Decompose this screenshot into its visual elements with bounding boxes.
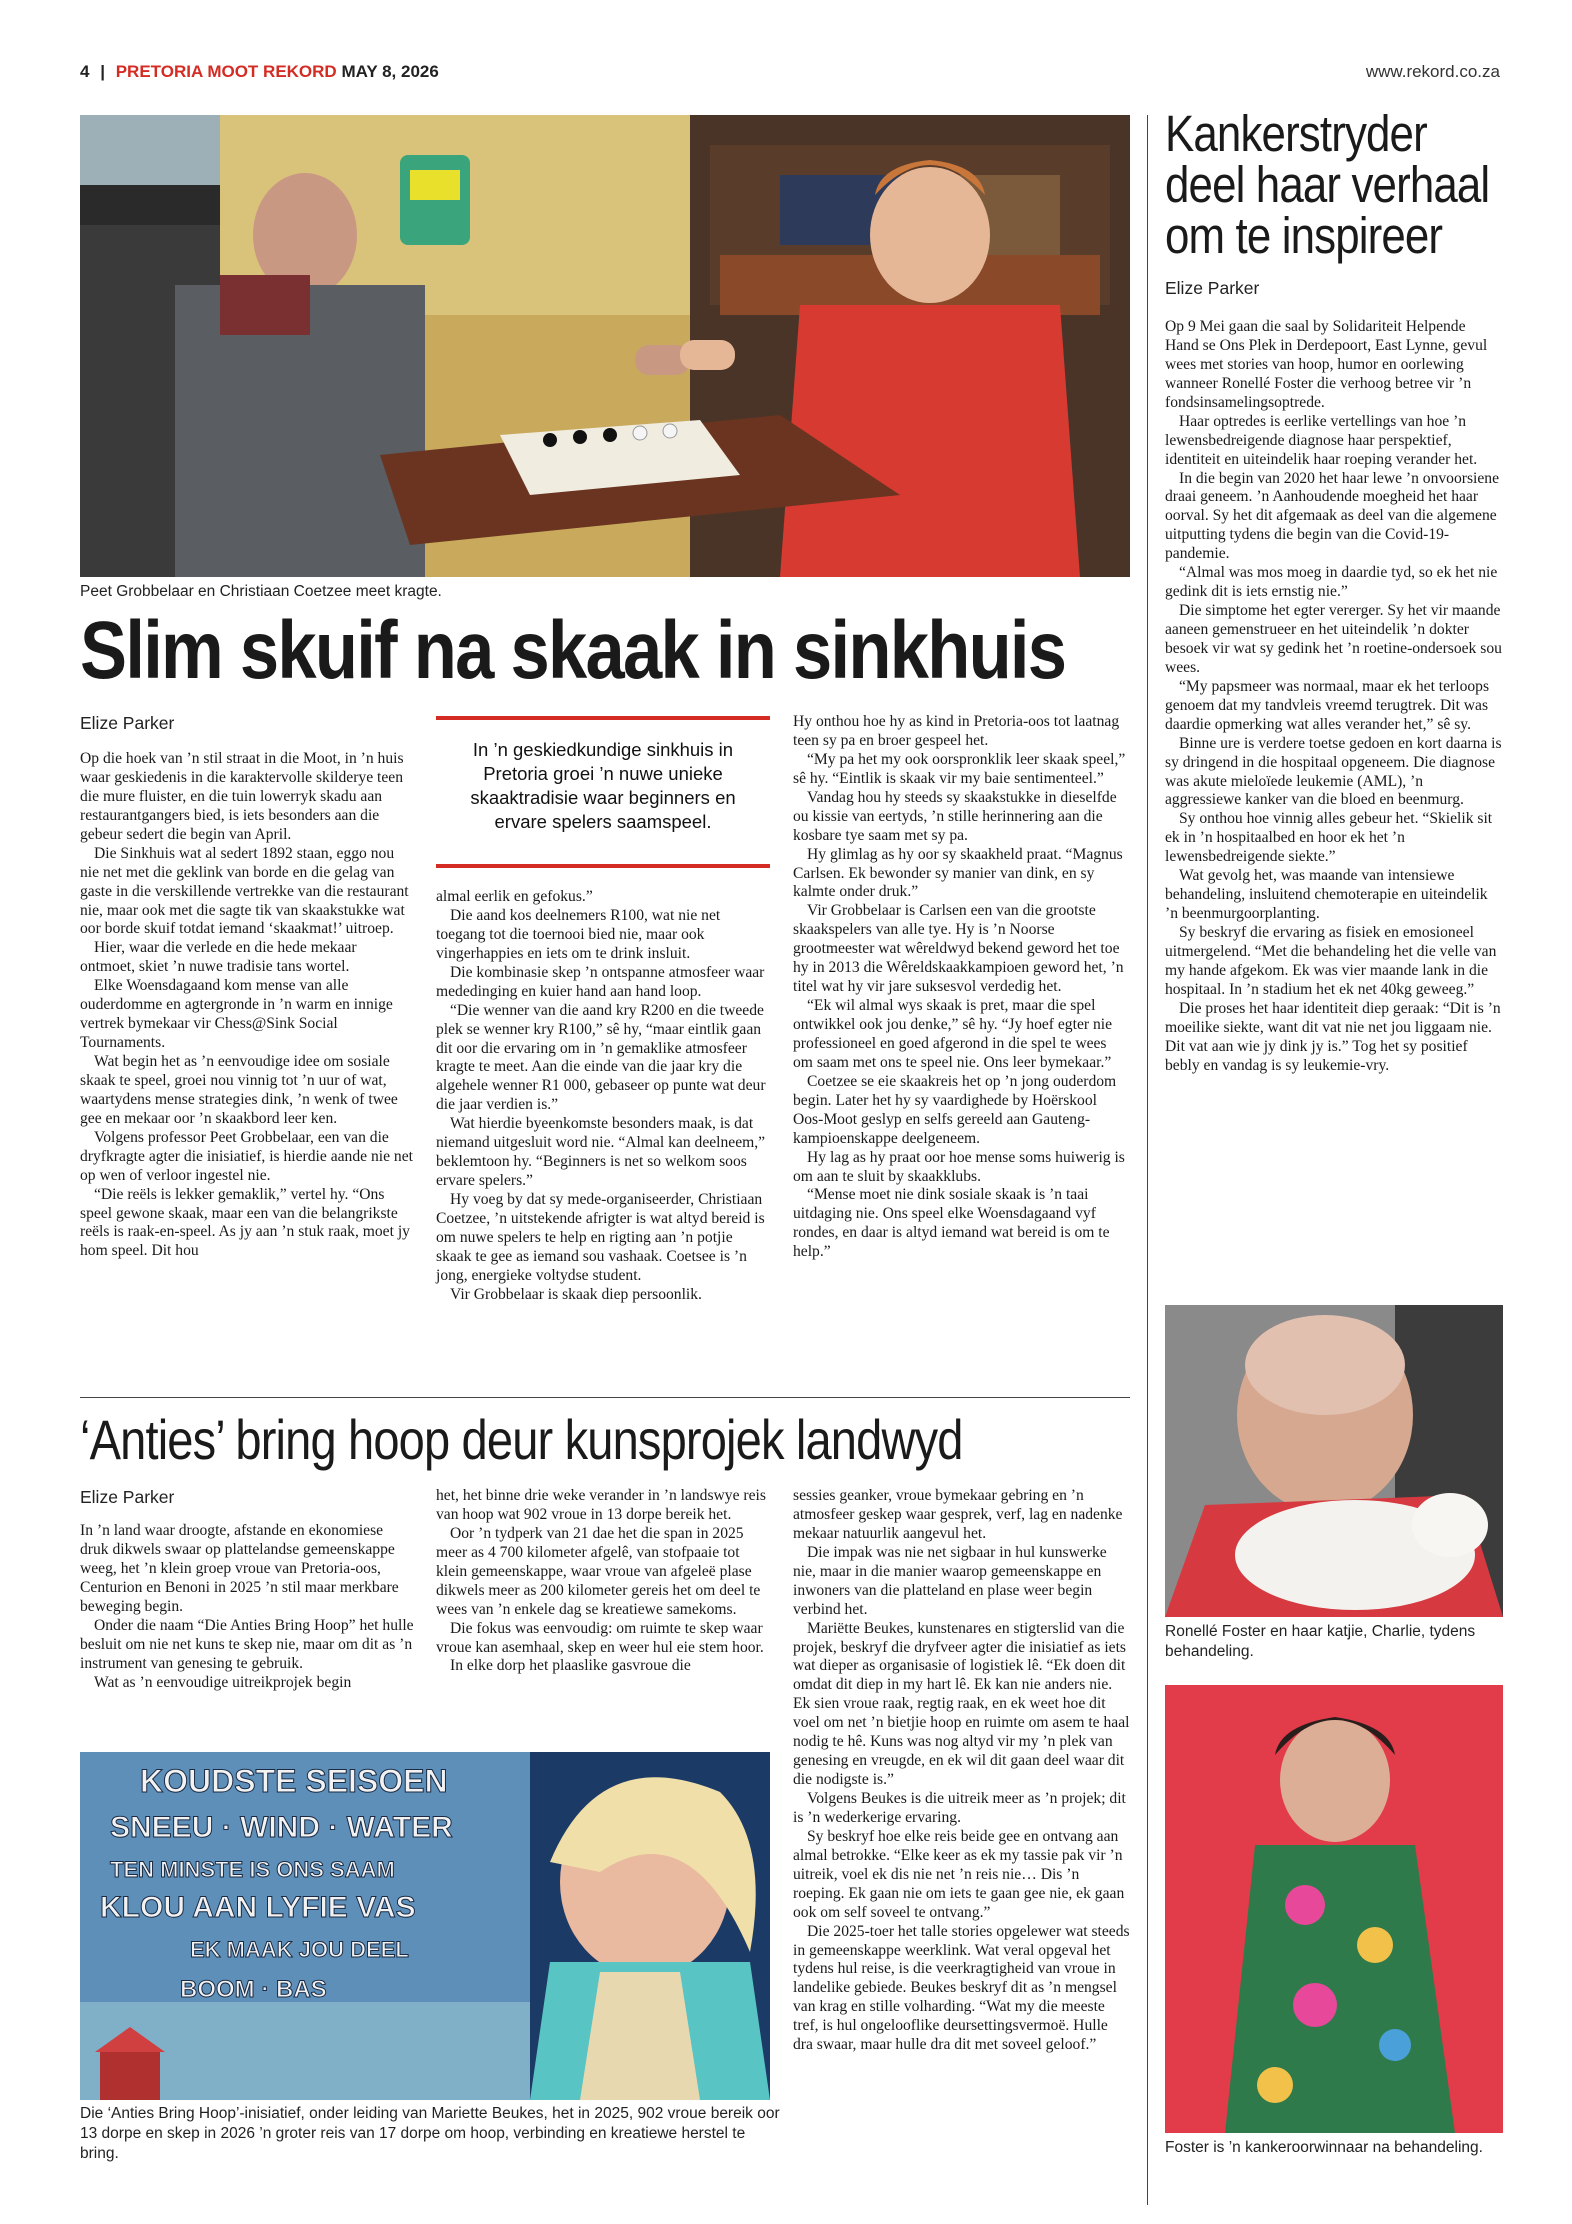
anties-photo-image <box>80 1752 770 2100</box>
kanker-byline: Elize Parker <box>1165 278 1260 298</box>
artwork-line-5: EK MAAK JOU DEEL <box>190 1937 409 1962</box>
paragraph: Wat as ’n eenvoudige uitreikprojek begin <box>94 1673 352 1691</box>
anties-column-1 <box>80 1522 414 1692</box>
paragraph: Op die hoek van ’n stil straat in die Moot, in ’n huis waar geskiedenis in die karaktervolle skilderye teen die mure fluister, en die tuin lowerryk skadu aan restaurantgangers bied, is iets besonders aan die gebeur sedert die begin van April. <box>80 750 404 843</box>
paragraph: Onder die naam “Die Anties Bring Hoop” het hulle besluit om nie net kuns te skep nie, maar om dit as ’n instrument van genesing te gebruik. <box>80 1616 414 1672</box>
paragraph: In die begin van 2020 het haar lewe ’n onvoorsiene draai geneem. ’n Aanhoudende moegheid het haar oorval. Sy het dit afgemaak as deel van die algemene uitputting tydens die begin van die Covid-19-pandemie. <box>1165 469 1499 563</box>
paragraph: Binne ure is verdere toetse gedoen en kort daarna is sy dringend in die hospitaal opgeneem. Die diagnose was akute mieloïede leukemie (AML), ’n aggressiewe kanker van die bloed en beenmurg. <box>1165 734 1502 809</box>
foster-cat-caption: Ronellé Foster en haar katjie, Charlie, tydens behandeling. <box>1165 1623 1476 1661</box>
paragraph: het, het binne drie weke verander in ’n landswye reis van hoop wat 902 vroue in 13 dorpe bereik het. <box>436 1487 766 1523</box>
foster-portrait-caption: Foster is ’n kankeroorwinnaar na behandeling. <box>1165 2139 1483 2156</box>
paragraph: Wat hierdie byeenkomste besonders maak, is dat niemand uitgesluit word nie. “Almal kan deelneem,” beklemtoon hy. “Beginners is net so welkom soos ervare spelers.” <box>436 1115 766 1190</box>
issue-date: MAY 8, 2026 <box>341 62 439 81</box>
paragraph: Elke Woensdagaand kom mense van alle ouderdomme en agtergronde in ’n warm en innige vertrek bymekaar vir Chess@Sink Social Tournaments. <box>80 977 393 1052</box>
publication-name: PRETORIA MOOT REKORD <box>115 62 337 81</box>
chess-photo-caption: Peet Grobbelaar en Christiaan Coetzee meet kragte. <box>80 583 442 600</box>
paragraph: Op 9 Mei gaan die saal by Solidariteit Helpende Hand se Ons Plek in Derdepoort, East Lynne, gevul wees met stories van hoop, humor en oorlewing wanneer Ronellé Foster die verhoog betree vir ’n fondsinsamelingsoptrede. <box>1165 318 1488 411</box>
kanker-column <box>1165 318 1503 1076</box>
paragraph: In ’n land waar droogte, afstande en ekonomiese druk dikwels swaar op plattelandse gemeenskappe weeg, het ’n klein groep vroue van Pretoria-oos, Centurion en Benoni in 2025 ’n stil maar merkbare beweging begin. <box>80 1522 399 1615</box>
paragraph: “Mense moet nie dink sosiale skaak is ’n taai uitdaging nie. Ons speel elke Woensdagaand vyf rondes, en daar is altyd iemand wat bereid is om te help.” <box>793 1186 1110 1261</box>
paragraph: Die impak was nie net sigbaar in hul kunswerke nie, maar in die manier waarop gemeenskappe en inwoners van die platteland en plase weer begin verbind het. <box>793 1543 1107 1618</box>
foster-cat-photo-image <box>1165 1305 1503 1617</box>
paragraph: Oor ’n tydperk van 21 dae het die span in 2025 meer as 4 700 kilometer afgelê, van stofpaaie tot klein gemeenskappe, waar vroue van afgeleë plase dikwels meer as 200 kilometer gereis het om deel te wees van ’n enkele dag se kreatiewe samekoms. <box>436 1524 761 1618</box>
chess-pull-quote: In ’n geskiedkundige sinkhuis in Pretoria groei ’n nuwe unieke skaaktradisie waar beginners en ervare spelers saamspeel. <box>470 739 736 833</box>
anties-headline: ‘Anties’ bring hoop deur kunsprojek landwyd <box>80 1408 963 1471</box>
column-divider <box>1147 115 1148 2205</box>
pull-quote-bottom-rule <box>436 864 770 868</box>
anties-byline: Elize Parker <box>80 1487 175 1507</box>
chess-column-3 <box>793 713 1130 1262</box>
kanker-headline: Kankerstryder deel haar verhaal om te inspireer <box>1165 105 1490 264</box>
paragraph: Die simptome het egter vererger. Sy het vir maande aaneen gemenstrueer en het uiteindelik ’n dokter besoek vir wat sy gedink het ’n roetine-ondersoek sou wees. <box>1165 602 1502 676</box>
chess-column-1 <box>80 750 414 1261</box>
paragraph: Sy onthou hoe vinnig alles gebeur het. “Skielik sit ek in ’n hospitaalbed en hoor ek het ’n lewensbedreigende siekte.” <box>1165 810 1493 866</box>
paragraph: Haar optredes is eerlike vertellings van hoe ’n lewensbedreigende diagnose haar perspektief, identiteit en uiteindelik haar roeping verander het. <box>1165 412 1478 468</box>
foster-portrait-photo <box>1165 1685 1503 2133</box>
chess-byline: Elize Parker <box>80 713 175 733</box>
paragraph: In elke dorp het plaaslike gasvroue die <box>450 1657 691 1675</box>
chess-photo <box>80 115 1130 577</box>
paragraph: “Almal was mos moeg in daardie tyd, so ek het nie gedink dit is iets ernstig nie.” <box>1165 564 1498 601</box>
paragraph: Hy voeg by dat sy mede-organiseerder, Christiaan Coetzee, ’n uitstekende afrigter is wat altyd bereid is om nuwe spelers te help en rigting aan ’n potjie skaak te gee as iemand sou vashaak. Coetsee is ’n jong, energieke voltydse student. <box>436 1191 765 1284</box>
artwork-line-3: TEN MINSTE IS ONS SAAM <box>110 1857 395 1882</box>
artwork-line-4: KLOU AAN LYFIE VAS <box>100 1891 416 1924</box>
paragraph: “Ek wil almal wys skaak is pret, maar die spel ontwikkel ook jou denke,” sê hy. “Jy hoef egter nie professioneel en goed afgerond in die spel te wees om saam met ons te speel nie. Ons leer bymekaar.” <box>793 997 1113 1071</box>
paragraph: Volgens professor Peet Grobbelaar, een van die dryfkragte agter die inisiatief, is hierdie aande nie net op wen of verloor ingestel nie. <box>80 1128 413 1184</box>
paragraph: “Die wenner van die aand kry R200 en die tweede plek se wenner kry R100,” sê hy, “maar eintlik gaan dit oor die ervaring om in ’n gemaklike atmosfeer kragte te meet. Aan die einde van die jaar kry die algehele wenner R1 000, gebaseer op punte wat deur die jaar verdien is.” <box>436 1001 766 1114</box>
foster-cat-photo <box>1165 1305 1503 1617</box>
paragraph: Die proses het haar identiteit diep geraak: “Dit is ’n moeilike siekte, want dit vat nie net jou liggaam nie. Dit vat aan wie jy dink jy is.” Tog het sy positief bebly en vandag is sy leukemie-vry. <box>1165 999 1501 1074</box>
paragraph: Wat gevolg het, was maande van intensiewe behandeling, insluitend chemoterapie en uiteindelik ’n beenmurgoorplanting. <box>1165 867 1488 923</box>
artwork-line-2: SNEEU · WIND · WATER <box>110 1811 453 1844</box>
artwork-line-6: BOOM · BAS <box>180 1976 327 2003</box>
paragraph: “My papsmeer was normaal, maar ek het terloops genoem dat my tandvleis vreemd terugtrek. Dit was daardie opmerking wat alles verander het,” sê sy. <box>1165 677 1490 733</box>
paragraph: Wat begin het as ’n eenvoudige idee om sosiale skaak te speel, groei nou vinnig tot ’n uur of wat, waartydens mense strategies dink, ’n wenk of twee gee en mekaar oor ’n skaakbord leer ken. <box>80 1053 398 1127</box>
chess-column-2 <box>436 888 770 1305</box>
paragraph: Hy lag as hy praat oor hoe mense soms huiwerig is om aan te sluit by skaakklubs. <box>793 1148 1125 1185</box>
paragraph: Die aand kos deelnemers R100, wat nie net toegang tot die toernooi bied nie, maar ook vingerhappies en iets om te drink insluit. <box>436 906 721 962</box>
page-header <box>80 62 439 82</box>
paragraph: Die 2025-toer het talle stories opgelewer wat steeds in gemeenskappe weerklink. Wat veral opgeval het tydens hul reise, is die veerkragtigheid van vroue in landelike gebiede. Beukes beskryf dit as ’n mengsel van krag en stille volharding. “Wat my die meeste tref, is hul ongelooflike deursettingsvermoë. Hulle dra swaar, maar hulle dra dit met soveel geloof.” <box>793 1922 1130 2054</box>
chess-headline: Slim skuif na skaak in sinkhuis <box>80 605 1066 696</box>
paragraph: “Die reëls is lekker gemaklik,” vertel hy. “Ons speel gewone skaak, maar een van die belangrikste reëls is raak-en-speel. As jy aan ’n stuk raak, moet jy hom speel. Dit hou <box>80 1185 410 1260</box>
paragraph: Vir Grobbelaar is skaak diep persoonlik. <box>450 1285 702 1303</box>
paragraph: Die Sinkhuis wat al sedert 1892 staan, eggo nou nie net met die geklink van borde en die gelag van gaste in die verskillende vertrekke van die restaurant nie, maar ook met die sagte tik van skaakstukke wat oor borde skuif totdat iemand ‘skaakmat!’ uitroep. <box>80 844 409 938</box>
foster-portrait-photo-image <box>1165 1685 1503 2133</box>
paragraph: Hy onthou hoe hy as kind in Pretoria-oos tot laatnag teen sy pa en broer gespeel het. <box>793 713 1120 749</box>
pull-quote-top-rule <box>436 716 770 720</box>
paragraph: Die kombinasie skep ’n ontspanne atmosfeer waar mededinging en kuier hand aan hand loop. <box>436 963 765 1000</box>
anties-photo-caption: Die ‘Anties Bring Hoop’-inisiatief, onder leiding van Mariette Beukes, het in 2025, 902 vroue bereik oor 13 dorpe en skep in 2026 ’n groter reis van 17 dorpe om hoop, verbinding en kreatiewe herstel te bring. <box>80 2105 780 2163</box>
paragraph: Vir Grobbelaar is Carlsen een van die grootste skaakspelers van alle tye. Hy is ’n Noorse grootmeester wat wêreldwyd bekend geword het toe hy in 2013 die Wêreldskaakkampioen geword het, ’n titel wat hy vir jare suksesvol verdedig het. <box>793 902 1124 996</box>
website-link[interactable]: www.rekord.co.za <box>1365 62 1500 81</box>
page-number: 4 <box>80 62 90 81</box>
anties-photo <box>80 1752 770 2100</box>
paragraph: Vandag hou hy steeds sy skaakstukke in dieselfde ou kissie van eertyds, ’n stille herinnering aan die kosbare tye saam met sy pa. <box>793 788 1117 844</box>
section-divider <box>80 1397 1130 1398</box>
anties-column-3 <box>793 1487 1130 2055</box>
paragraph: Coetzee se eie skaakreis het op ’n jong ouderdom begin. Later het hy sy vaardighede by Hoërskool Oos-Moot geslyp en selfs gereeld aan Gauteng-kampioenskappe deelgeneem. <box>793 1072 1117 1147</box>
paragraph: Hy glimlag as hy oor sy skaakheld praat. “Magnus Carlsen. Ek bewonder sy manier van dink, en sy kalmte onder druk.” <box>793 845 1123 901</box>
paragraph: Die fokus was eenvoudig: om ruimte te skep waar vroue kan asemhaal, skep en weer hul eie stem hoor. <box>436 1619 764 1656</box>
chess-photo-image <box>80 115 1130 577</box>
paragraph: sessies geanker, vroue bymekaar gebring en ’n atmosfeer geskep waar gesprek, verf, lag en nadenke mekaar natuurlik aangevul het. <box>793 1487 1123 1542</box>
artwork-line-1: KOUDSTE SEISOEN <box>140 1763 448 1799</box>
header-separator: | <box>100 62 105 81</box>
paragraph: “My pa het my ook oorspronklik leer skaak speel,” sê hy. “Eintlik is skaak vir my baie sentimenteel.” <box>793 750 1126 787</box>
anties-column-2 <box>436 1487 770 1676</box>
paragraph: Mariëtte Beukes, kunstenares en stigterslid van die projek, beskryf die dryfveer agter die inisiatief as iets wat dieper as organisasie of logistiek lê. “Ek doen dit omdat dit diep in my hart lê. Ek kan nie anders nie. Ek sien vroue raak, regtig raak, en ek weet hoe dit voel om net ’n bietjie hoop en ruimte om asem te haal nodig te hê. Kuns was nog altyd vir my ’n plek van genesing en vreugde, en ek wil dit gaan deel waar dit die nodigste is.” <box>793 1619 1130 1789</box>
paragraph: Sy beskryf die ervaring as fisiek en emosioneel uitmergelend. “Met die behandeling het die velle van my hande afgekom. Ek was vier maande lank in die hospitaal. In ’n stadium het ek net 40kg geweeg.” <box>1165 924 1497 998</box>
paragraph: Sy beskryf hoe elke reis beide gee en ontvang aan almal betrokke. “Elke keer as ek my tassie pak vir ’n uitreik, voel ek dis nie net ’n reis nie… Dis ’n roeping. Ek gaan nie om iets te gaan gee nie, ek gaan ook om self soveel te ontvang.” <box>793 1827 1125 1921</box>
paragraph: Hier, waar die verlede en die hede mekaar ontmoet, skiet ’n nuwe tradisie tans wortel. <box>80 939 357 976</box>
paragraph: Volgens Beukes is die uitreik meer as ’n projek; dit is ’n wederkerige ervaring. <box>793 1790 1126 1826</box>
paragraph: almal eerlik en gefokus.” <box>436 888 593 905</box>
